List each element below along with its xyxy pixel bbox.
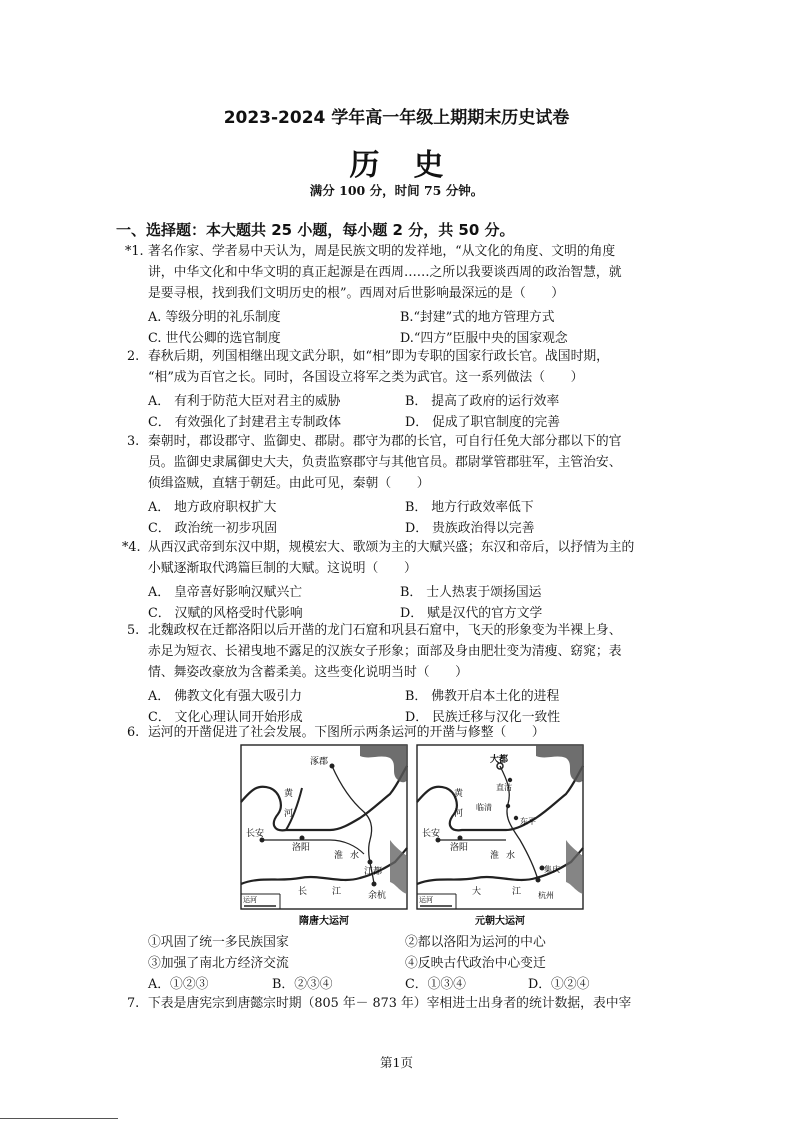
map-label: 洛阳 [450,843,469,853]
question-line: 春秋后期，列国相继出现文武分职，如“相”即为专职的国家行政长官。战国时期， [148,349,609,364]
map-caption: 隋唐大运河 [299,916,349,927]
option-d: D． 民族迁移与汉化一致性 [405,710,561,725]
map-label: 江都 [364,867,383,877]
option-b: B． 提高了政府的运行效率 [405,394,560,409]
question-line: 著名作家、学者易中天认为，周是民族文明的发祥地，“从文化的角度、文明的角度 [148,244,616,259]
sui-tang-canal-map [241,745,407,927]
map-label: 长安 [246,829,265,839]
map-label: 河 [284,809,294,819]
option-c: C． 汉赋的风格受时代影响 [148,606,303,621]
map-label: 黄 [284,789,294,799]
option-c: C． 文化心理认同开始形成 [148,710,303,725]
exam-title: 2023-2024 学年高一年级上期期末历史试卷 [223,108,570,128]
question-line: “相”成为百官之长。同时，各国设立将军之类为武官。这一系列做法（ ） [148,370,584,385]
map-label: 涿郡 [310,757,329,767]
map-label: 长 [298,887,308,897]
map-legend: 运河 [243,896,257,904]
question-number: *1. [125,244,144,259]
question-number: 7. [127,996,140,1011]
question-line: 员。监御史隶属御史大夫，负责监察郡守与其他官员。郡尉掌管郡驻军，主管治安、 [148,455,622,470]
question-number: 2. [127,349,140,364]
subject-title: 历史 [349,148,478,183]
question-line: 小赋逐渐取代鸿篇巨制的大赋。这说明（ ） [148,561,417,576]
question-line: 下表是唐宪宗到唐懿宗时期（805 年－ 873 年）宰相进士出身者的统计数据，表中宰 [148,996,632,1011]
question-line: 从西汉武帝到东汉中期，规模宏大、歌颂为主的大赋兴盛；东汉和帝后，以抒情为主的 [148,540,635,555]
map-label: 大都 [490,755,509,765]
yuan-canal-map [417,745,583,927]
option-a: A．①②③ [148,977,209,992]
option-a: A． 皇帝喜好影响汉赋兴亡 [148,585,303,600]
question-number: 6. [127,725,140,740]
page-number: 第1页 [380,1055,413,1070]
map-caption: 元朝大运河 [475,916,525,927]
option-a: A． 有利于防范大臣对君主的威胁 [148,394,341,409]
map-label: 东平 [520,817,536,826]
option-a: A. 等级分明的礼乐制度 [148,310,281,325]
statement-1: ①巩固了统一多民族国家 [148,935,289,950]
statement-2: ②都以洛阳为运河的中心 [405,935,546,950]
map-label: 江 [512,887,522,897]
option-c: C. 世代公卿的选官制度 [148,331,281,346]
footer-divider [0,1118,118,1119]
question-line: 运河的开凿促进了社会发展。下图所示两条运河的开凿与修整（ ） [148,725,545,740]
map-label: 大 [472,887,482,897]
option-a: A． 地方政府职权扩大 [148,500,277,515]
map-legend: 运河 [419,896,433,904]
map-label: 长安 [422,829,441,839]
statement-3: ③加强了南北方经济交流 [148,956,289,971]
map-label: 水 [350,851,360,861]
option-b: B． 佛教开启本土化的进程 [405,689,560,704]
map-label: 余杭 [368,891,387,901]
question-number: 3. [127,434,140,449]
map-label: 临清 [476,803,492,812]
option-d: D． 促成了职官制度的完善 [405,415,561,430]
question-number: *4. [122,540,141,555]
question-line: 秦朝时，郡设郡守、监御史、郡尉。郡守为郡的长官，可自行任免大部分郡以下的官 [148,434,622,449]
option-d: D．①②④ [528,977,590,992]
option-b: B． 士人热衷于颂扬国运 [400,585,542,600]
option-d: D． 赋是汉代的官方文学 [400,606,543,621]
question-line: 讲，中华文化和中华文明的真正起源是在西周……之所以我要谈西周的政治智慧，就 [148,265,622,280]
map-label: 江 [332,887,342,897]
map-label: 杭州 [538,891,554,900]
question-number: 5. [127,623,140,638]
option-d: D.“四方”臣服中央的国家观念 [400,331,568,346]
option-d: D． 贵族政治得以完善 [405,521,535,536]
question-line: 北魏政权在迁都洛阳以后开凿的龙门石窟和巩县石窟中，飞天的形象变为半裸上身、 [148,623,622,638]
map-label: 黄 [454,789,464,799]
option-b: B.“封建”式的地方管理方式 [400,310,555,325]
canal-maps [240,744,602,927]
question-line: 是要寻根，找到我们文明历史的根”。西周对后世影响最深远的是（ ） [148,286,565,301]
score-info: 满分 100 分，时间 75 分钟。 [309,183,484,198]
map-label: 洛阳 [292,843,311,853]
option-c: C． 有效强化了封建君主专制政体 [148,415,342,430]
map-label: 直沽 [496,783,512,792]
statement-4: ④反映古代政治中心变迁 [405,956,546,971]
map-label: 水 [506,851,516,861]
question-line: 赤足为短衣、长裙曳地不露足的汉族女子形象；面部及身由肥壮变为清瘦、窈窕；表 [148,644,622,659]
map-label: 淮 [334,851,344,861]
question-line: 情、舞姿改豪放为含蓄柔美。这些变化说明当时（ ） [148,665,468,680]
option-b: B． 地方行政效率低下 [405,500,534,515]
option-b: B．②③④ [272,977,333,992]
option-c: C．①③④ [405,977,466,992]
map-label: 河 [454,809,464,819]
section-heading: 一、选择题：本大题共 25 小题，每小题 2 分，共 50 分。 [116,221,515,239]
option-a: A． 佛教文化有强大吸引力 [148,689,303,704]
map-label: 淮 [490,851,500,861]
map-label: 集庆 [544,865,560,874]
question-line: 侦缉盗贼，直辖于朝廷。由此可见，秦朝（ ） [148,476,430,491]
option-c: C． 政治统一初步巩固 [148,521,278,536]
